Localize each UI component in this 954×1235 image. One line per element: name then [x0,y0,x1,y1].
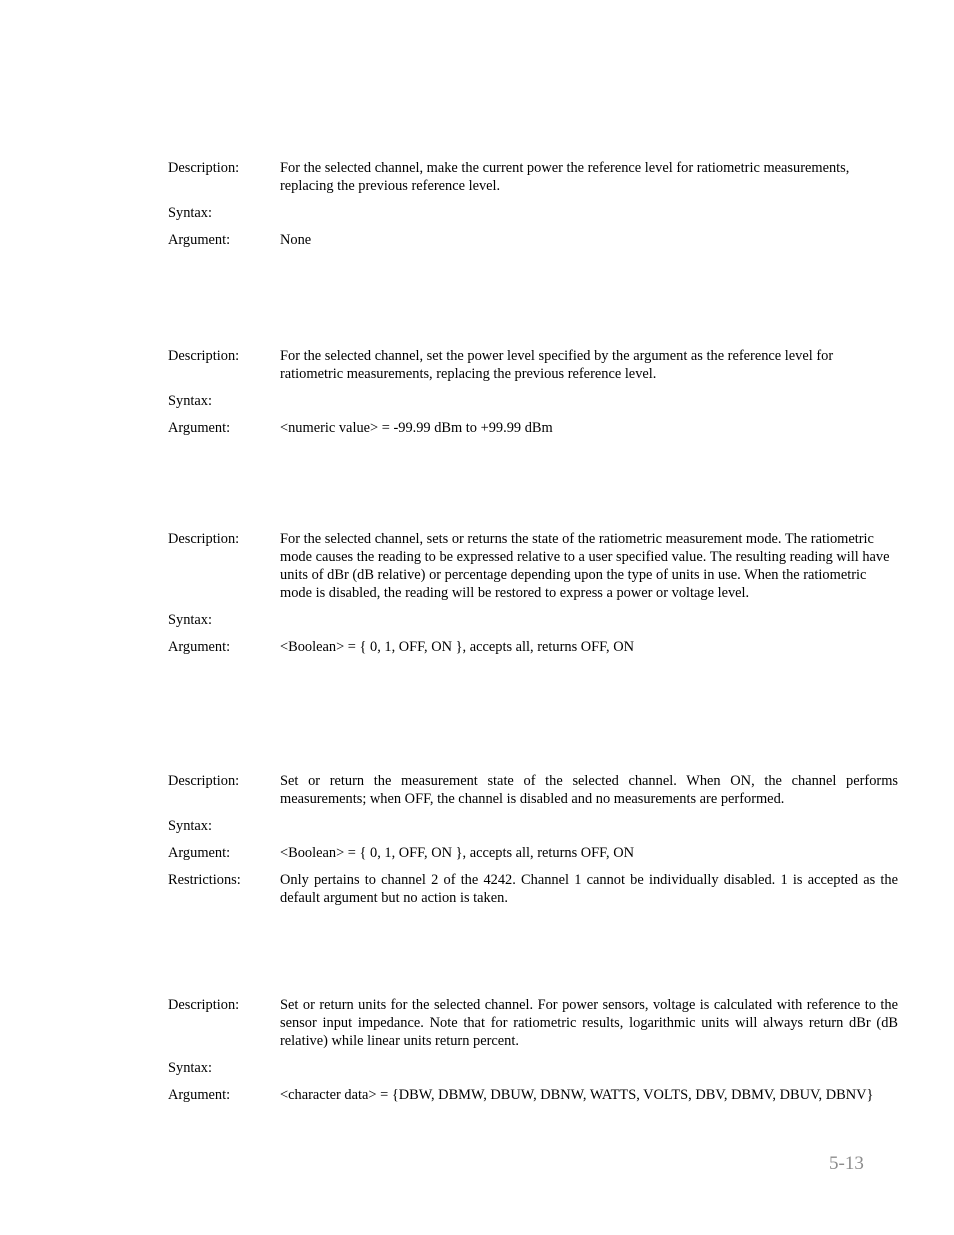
restrictions-row [168,871,898,907]
description-row [168,347,898,383]
argument-text: <Boolean> = { 0, 1, OFF, ON }, accepts all, returns OFF, ON [280,639,635,655]
description-row [168,159,898,195]
description-row [168,530,898,602]
syntax-text [280,1059,898,1077]
syntax-text [280,817,898,835]
argument-row [168,844,898,862]
description-text: For the selected channel, sets or returns the state of the ratiometric measurement mode. The ratiometric mode causes the reading to be expressed relative to a user specified value. The resulting reading will have units of dBr (dB relative) or percentage depending upon the type of units in use. When the ratiometric mode is disabled, the reading will be restored to express a power or voltage level. [280,531,890,601]
command-section-5 [168,996,898,1104]
description-text: For the selected channel, set the power level specified by the argument as the reference level for ratiometric measurements, replacing the previous reference level. [280,348,834,382]
argument-label: Argument: [168,1087,231,1103]
description-label: Description: [168,997,240,1013]
description-label: Description: [168,773,240,789]
syntax-label: Syntax: [168,818,212,834]
command-section-3 [168,530,898,656]
description-text: Set or return the measurement state of the selected channel. When ON, the channel performs measurements; when OFF, the channel is disabled and no measurements are performed. [280,773,898,807]
syntax-row [168,204,898,222]
syntax-row [168,611,898,629]
argument-text: <numeric value> = -99.99 dBm to +99.99 dBm [280,420,553,436]
description-label: Description: [168,531,240,547]
description-label: Description: [168,160,240,176]
syntax-text [280,204,898,222]
restrictions-text: Only pertains to channel 2 of the 4242. Channel 1 cannot be individually disabled. 1 is accepted as the default argument but no action is taken. [280,872,898,906]
argument-row [168,419,898,437]
argument-row [168,1086,898,1104]
command-section-1 [168,159,898,249]
argument-text: <character data> = {DBW, DBMW, DBUW, DBNW, WATTS, VOLTS, DBV, DBMV, DBUV, DBNV} [280,1087,874,1103]
syntax-label: Syntax: [168,393,212,409]
syntax-row [168,392,898,410]
argument-label: Argument: [168,232,231,248]
syntax-label: Syntax: [168,1060,212,1076]
argument-row [168,638,898,656]
description-text: Set or return units for the selected channel. For power sensors, voltage is calculated with reference to the sensor input impedance. Note that for ratiometric results, logarithmic units will always return dBr (dB relative) while linear units return percent. [280,997,898,1049]
argument-row [168,231,898,249]
page-number: 5-13 [829,1153,864,1174]
syntax-text [280,392,898,410]
command-section-4 [168,772,898,907]
syntax-row [168,817,898,835]
description-row [168,772,898,808]
command-section-2 [168,347,898,437]
argument-label: Argument: [168,420,231,436]
syntax-label: Syntax: [168,612,212,628]
argument-text: <Boolean> = { 0, 1, OFF, ON }, accepts all, returns OFF, ON [280,845,635,861]
description-row [168,996,898,1050]
argument-text: None [280,232,312,248]
description-label: Description: [168,348,240,364]
restrictions-label: Restrictions: [168,872,241,888]
syntax-row [168,1059,898,1077]
syntax-label: Syntax: [168,205,212,221]
description-text: For the selected channel, make the current power the reference level for ratiometric measurements, replacing the previous reference level. [280,160,850,194]
syntax-text [280,611,898,629]
argument-label: Argument: [168,639,231,655]
argument-label: Argument: [168,845,231,861]
